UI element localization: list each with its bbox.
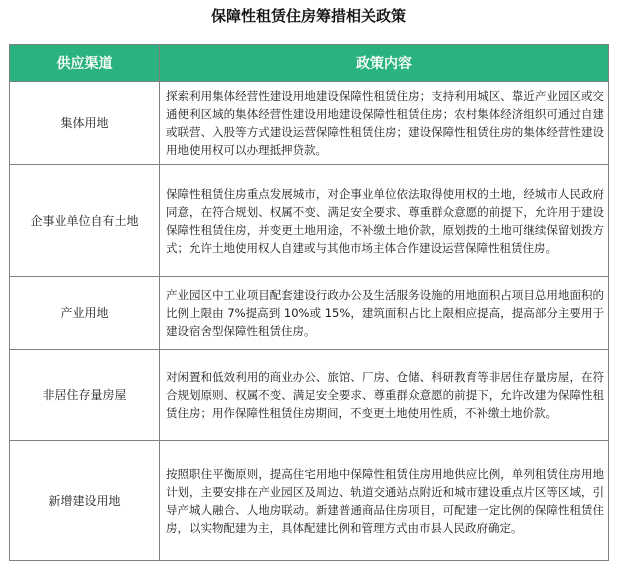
row-channel-nonresidential-housing: 非居住存量房屋	[10, 350, 160, 441]
row-content-enterprise-land: 保障性租赁住房重点发展城市，对企事业单位依法取得使用权的土地，经城市人民政府同意，在符合规划、权属不变、满足安全要求、尊重群众意愿的前提下，允许用于建设保障性租赁住房，并变更土地用途，不补缴土地价款，原划拨的土地可继续保留划拨方式；允许土地使用权人自建或与其他市场主体合作建设运营保障性租赁住房。	[160, 165, 609, 277]
row-content-new-construction-land: 按照职住平衡原则，提高住宅用地中保障性租赁住房用地供应比例，单列租赁住房用地计划，主要安排在产业园区及周边、轨道交通站点附近和城市建设重点片区等区域，引导产城人融合、人地房联动。新建普通商品住房项目，可配建一定比例的保障性租赁住房，以实物配建为主，具体配建比例和管理方式由市县人民政府确定。	[160, 441, 609, 561]
row-content-nonresidential-housing: 对闲置和低效利用的商业办公、旅馆、厂房、仓储、科研教育等非居住存量房屋，在符合规划原则、权属不变、满足安全要求、尊重群众意愿的前提下，允许改建为保障性租赁住房；用作保障性租赁住房期间，不变更土地使用性质，不补缴土地价款。	[160, 350, 609, 441]
row-content-collective-land: 探索利用集体经营性建设用地建设保障性租赁住房；支持利用城区、靠近产业园区或交通便利区域的集体经营性建设用地建设保障性租赁住房；农村集体经济组织可通过自建或联营、入股等方式建设运营保障性租赁住房；建设保障性租赁住房的集体经营性建设用地使用权可以办理抵押贷款。	[160, 82, 609, 165]
row-channel-collective-land: 集体用地	[10, 82, 160, 165]
table-row	[10, 277, 609, 350]
row-channel-industrial-land: 产业用地	[10, 277, 160, 350]
table-row	[10, 441, 609, 561]
table-row	[10, 82, 609, 165]
row-content-industrial-land: 产业园区中工业项目配套建设行政办公及生活服务设施的用地面积占项目总用地面积的比例上限由 7%提高到 10%或 15%，建筑面积占比上限相应提高，提高部分主要用于建设宿舍型保障性租赁住房。	[160, 277, 609, 350]
header-content: 政策内容	[160, 45, 609, 82]
page-title: 保障性租赁住房筹措相关政策	[210, 7, 406, 25]
policy-table	[9, 44, 609, 561]
header-channel: 供应渠道	[10, 45, 160, 82]
table-header-row	[10, 45, 609, 82]
table-row	[10, 165, 609, 277]
row-channel-new-construction-land: 新增建设用地	[10, 441, 160, 561]
row-channel-enterprise-land: 企事业单位自有土地	[10, 165, 160, 277]
table-row	[10, 350, 609, 441]
